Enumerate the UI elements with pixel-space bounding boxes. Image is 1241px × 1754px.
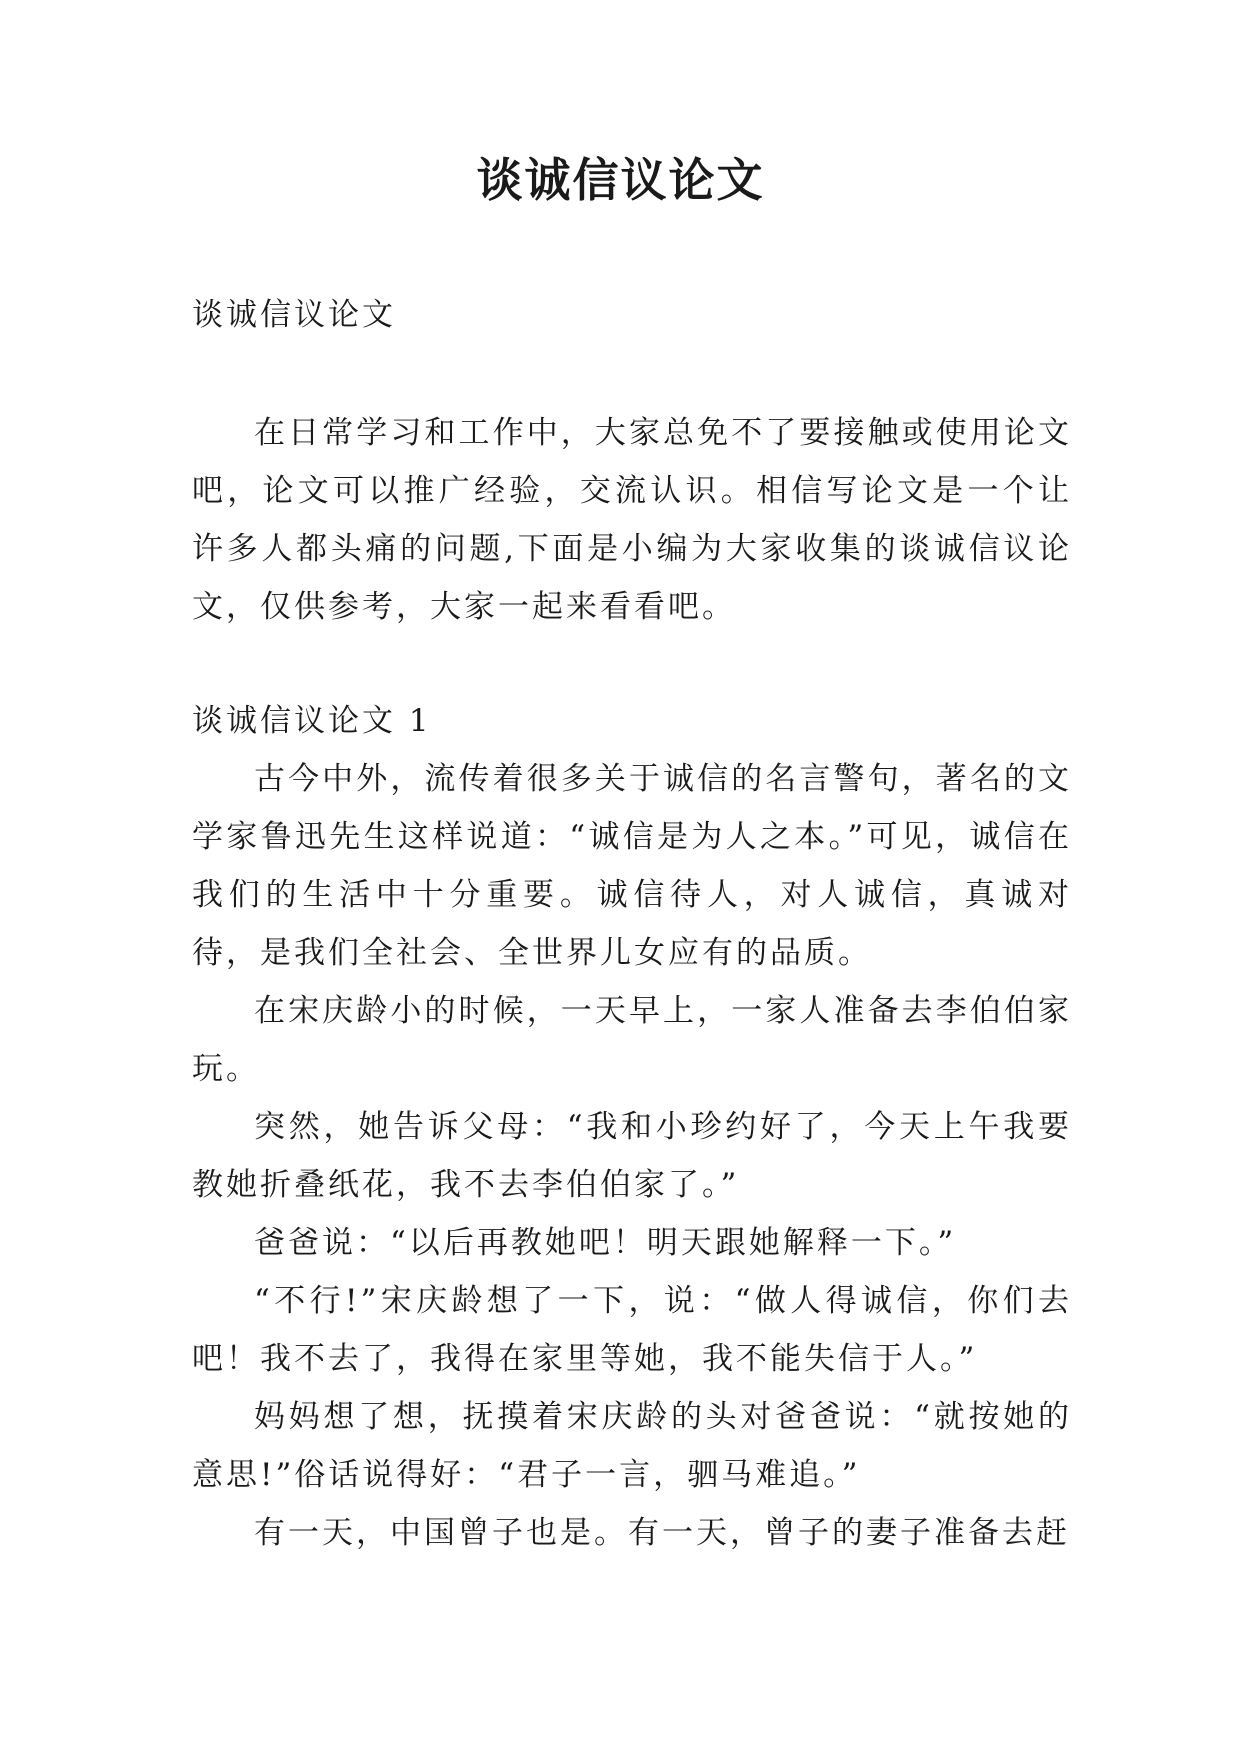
body-paragraph: “不行!”宋庆龄想了一下，说：“做人得诚信，你们去吧！我不去了，我得在家里等她，我不能失信于人。” [192,1283,1072,1377]
body-paragraph: 有一天，中国曾子也是。有一天，曾子的妻子准备去赶 [254,1515,1070,1551]
spacer [192,636,1072,692]
body-paragraph: 在宋庆龄小的时候，一天早上，一家人准备去李伯伯家玩。 [192,993,1072,1087]
section-heading: 谈诚信议论文 1 [192,703,432,739]
body-paragraph: 突然，她告诉父母：“我和小珍约好了，今天上午我要教她折叠纸花，我不去李伯伯家了。” [192,1109,1072,1203]
body-paragraph: 爸爸说：“以后再教她吧！明天跟她解释一下。” [254,1225,957,1261]
spacer [192,344,1072,404]
document-title: 谈诚信议论文 [476,153,765,207]
document-subtitle: 谈诚信议论文 [192,297,396,333]
document-body [192,286,1072,1562]
intro-paragraph: 在日常学习和工作中，大家总免不了要接触或使用论文吧，论文可以推广经验，交流认识。相信写论文是一个让许多人都头痛的问题,下面是小编为大家收集的谈诚信议论文，仅供参考，大家一起来看看吧。 [192,415,1072,625]
body-paragraph: 妈妈想了想，抚摸着宋庆龄的头对爸爸说：“就按她的意思!”俗话说得好：“君子一言，驷马难追。” [192,1399,1072,1493]
body-paragraph: 古今中外，流传着很多关于诚信的名言警句，著名的文学家鲁迅先生这样说道：“诚信是为人之本。”可见，诚信在我们的生活中十分重要。诚信待人，对人诚信，真诚对待，是我们全社会、全世界儿女应有的品质。 [192,761,1072,971]
